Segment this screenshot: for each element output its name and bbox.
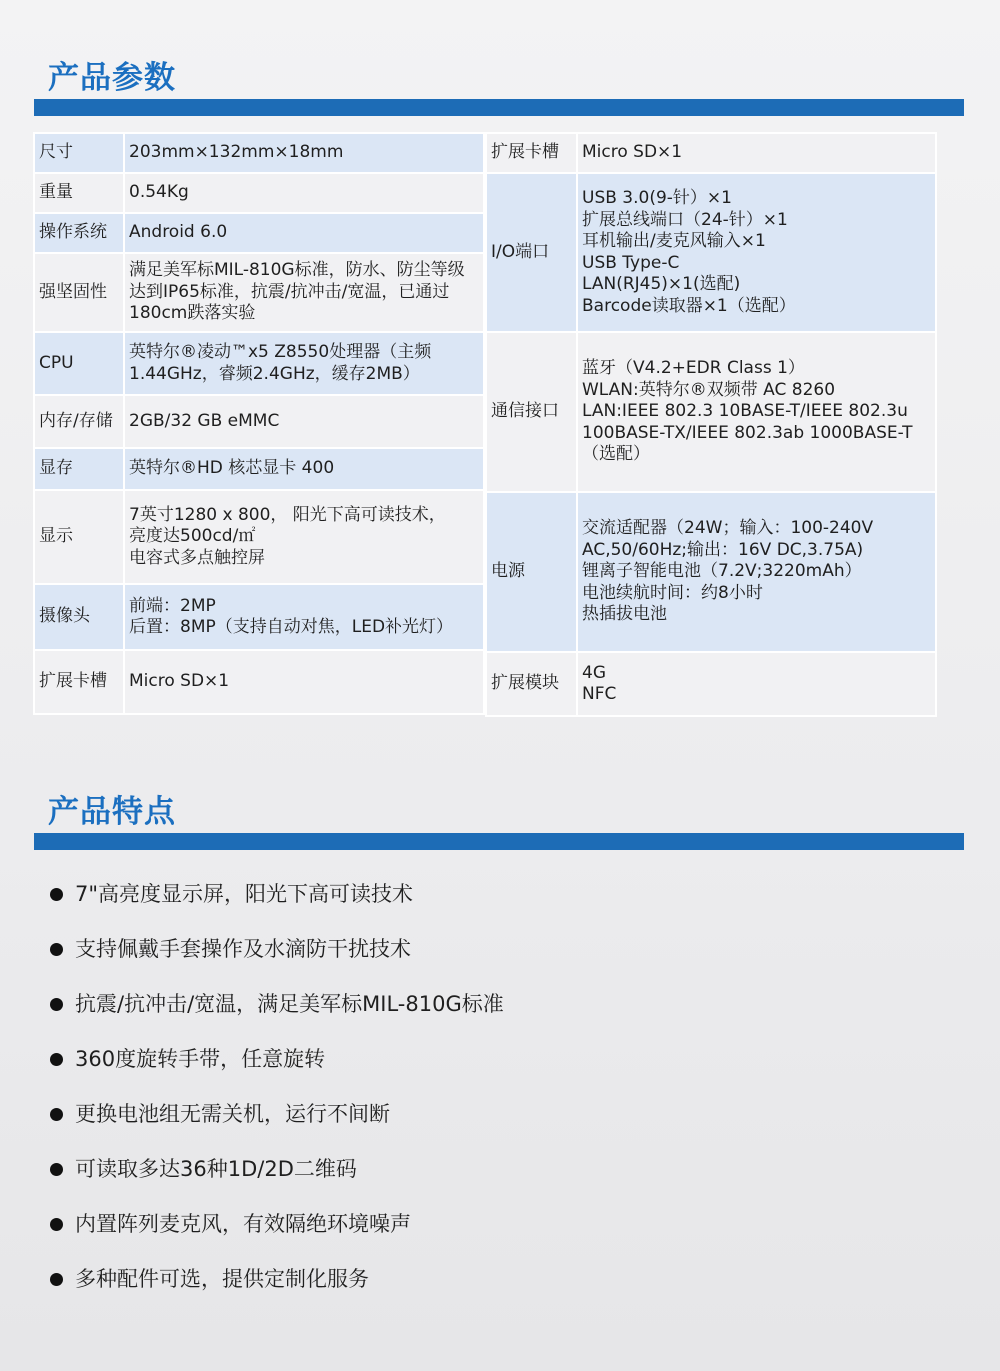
- spec-value: 前端：2MP 后置：8MP（支持自动对焦，LED补光灯）: [124, 584, 484, 650]
- features-section-title: 产品特点: [48, 794, 176, 830]
- spec-value: Micro SD×1: [124, 650, 484, 714]
- spec-value: 英特尔®HD 核芯显卡 400: [124, 448, 484, 490]
- spec-row-io-ports: [486, 173, 936, 332]
- params-section-title: 产品参数: [48, 60, 176, 96]
- bullet-icon: [50, 1108, 63, 1121]
- spec-label: 重量: [34, 173, 124, 213]
- spec-value: 满足美军标MIL-810G标准，防水、防尘等级 达到IP65标准，抗震/抗冲击/宽温，已通过 180cm跌落实验: [124, 253, 484, 332]
- spec-label: 尺寸: [34, 133, 124, 173]
- feature-item: 支持佩戴手套操作及水滴防干扰技术: [50, 924, 504, 979]
- spec-label: 扩展卡槽: [34, 650, 124, 714]
- spec-value: 2GB/32 GB eMMC: [124, 395, 484, 448]
- spec-row-camera: [34, 584, 484, 650]
- feature-item: 多种配件可选，提供定制化服务: [50, 1254, 504, 1309]
- spec-row-expansion-module: [486, 652, 936, 716]
- spec-row-gpu: [34, 448, 484, 490]
- spec-row-memory: [34, 395, 484, 448]
- feature-item: 抗震/抗冲击/宽温，满足美军标MIL-810G标准: [50, 979, 504, 1034]
- spec-value: 蓝牙（V4.2+EDR Class 1） WLAN:英特尔®双频带 AC 8260 LAN:IEEE 802.3 10BASE-T/IEEE 802.3u 100BASE-TX/IEEE 802.3ab 1000BASE-T （选配）: [577, 332, 936, 492]
- spec-label: 电源: [486, 492, 577, 652]
- spec-value: 203mm×132mm×18mm: [124, 133, 484, 173]
- bullet-icon: [50, 1218, 63, 1231]
- spec-value: USB 3.0(9-针）×1 扩展总线端口（24-针）×1 耳机输出/麦克风输入×1 USB Type-C LAN(RJ45)×1(选配) Barcode读取器×1（选配）: [577, 173, 936, 332]
- spec-row-card-slot: [486, 133, 936, 173]
- spec-label: 扩展卡槽: [486, 133, 577, 173]
- specs-table-left: [33, 132, 485, 715]
- bullet-icon: [50, 998, 63, 1011]
- params-section-bar: [34, 99, 964, 116]
- spec-label: 内存/存储: [34, 395, 124, 448]
- spec-label: 显示: [34, 490, 124, 584]
- spec-label: CPU: [34, 332, 124, 395]
- spec-label: 操作系统: [34, 213, 124, 253]
- spec-row-communication: [486, 332, 936, 492]
- spec-value: 0.54Kg: [124, 173, 484, 213]
- spec-label: 通信接口: [486, 332, 577, 492]
- spec-row-weight: [34, 173, 484, 213]
- spec-value: Micro SD×1: [577, 133, 936, 173]
- spec-row-os: [34, 213, 484, 253]
- spec-value: 英特尔®凌动™x5 Z8550处理器（主频 1.44GHz，睿频2.4GHz，缓存2MB）: [124, 332, 484, 395]
- spec-row-cpu: [34, 332, 484, 395]
- feature-item: 内置阵列麦克风，有效隔绝环境噪声: [50, 1199, 504, 1254]
- bullet-icon: [50, 943, 63, 956]
- feature-item: 360度旋转手带，任意旋转: [50, 1034, 504, 1089]
- spec-value: 7英寸1280 x 800， 阳光下高可读技术， 亮度达500cd/㎡ 电容式多点触控屏: [124, 490, 484, 584]
- spec-row-ruggedness: [34, 253, 484, 332]
- features-section-bar: [34, 833, 964, 850]
- bullet-icon: [50, 888, 63, 901]
- spec-label: 强坚固性: [34, 253, 124, 332]
- specs-table-right: [485, 132, 937, 717]
- spec-row-display: [34, 490, 484, 584]
- feature-item: 更换电池组无需关机，运行不间断: [50, 1089, 504, 1144]
- spec-row-card-slot: [34, 650, 484, 714]
- spec-value: 交流适配器（24W；输入：100-240V AC,50/60Hz;输出：16V DC,3.75A) 锂离子智能电池（7.2V;3220mAh） 电池续航时间：约8小时 热插拔电池: [577, 492, 936, 652]
- feature-item: 7"高亮度显示屏，阳光下高可读技术: [50, 869, 504, 924]
- spec-row-size: [34, 133, 484, 173]
- spec-label: I/O端口: [486, 173, 577, 332]
- bullet-icon: [50, 1053, 63, 1066]
- spec-label: 摄像头: [34, 584, 124, 650]
- feature-item: 可读取多达36种1D/2D二维码: [50, 1144, 504, 1199]
- spec-row-power: [486, 492, 936, 652]
- bullet-icon: [50, 1273, 63, 1286]
- bullet-icon: [50, 1163, 63, 1176]
- spec-value: Android 6.0: [124, 213, 484, 253]
- spec-value: 4G NFC: [577, 652, 936, 716]
- features-list: [50, 869, 504, 1309]
- spec-label: 显存: [34, 448, 124, 490]
- spec-label: 扩展模块: [486, 652, 577, 716]
